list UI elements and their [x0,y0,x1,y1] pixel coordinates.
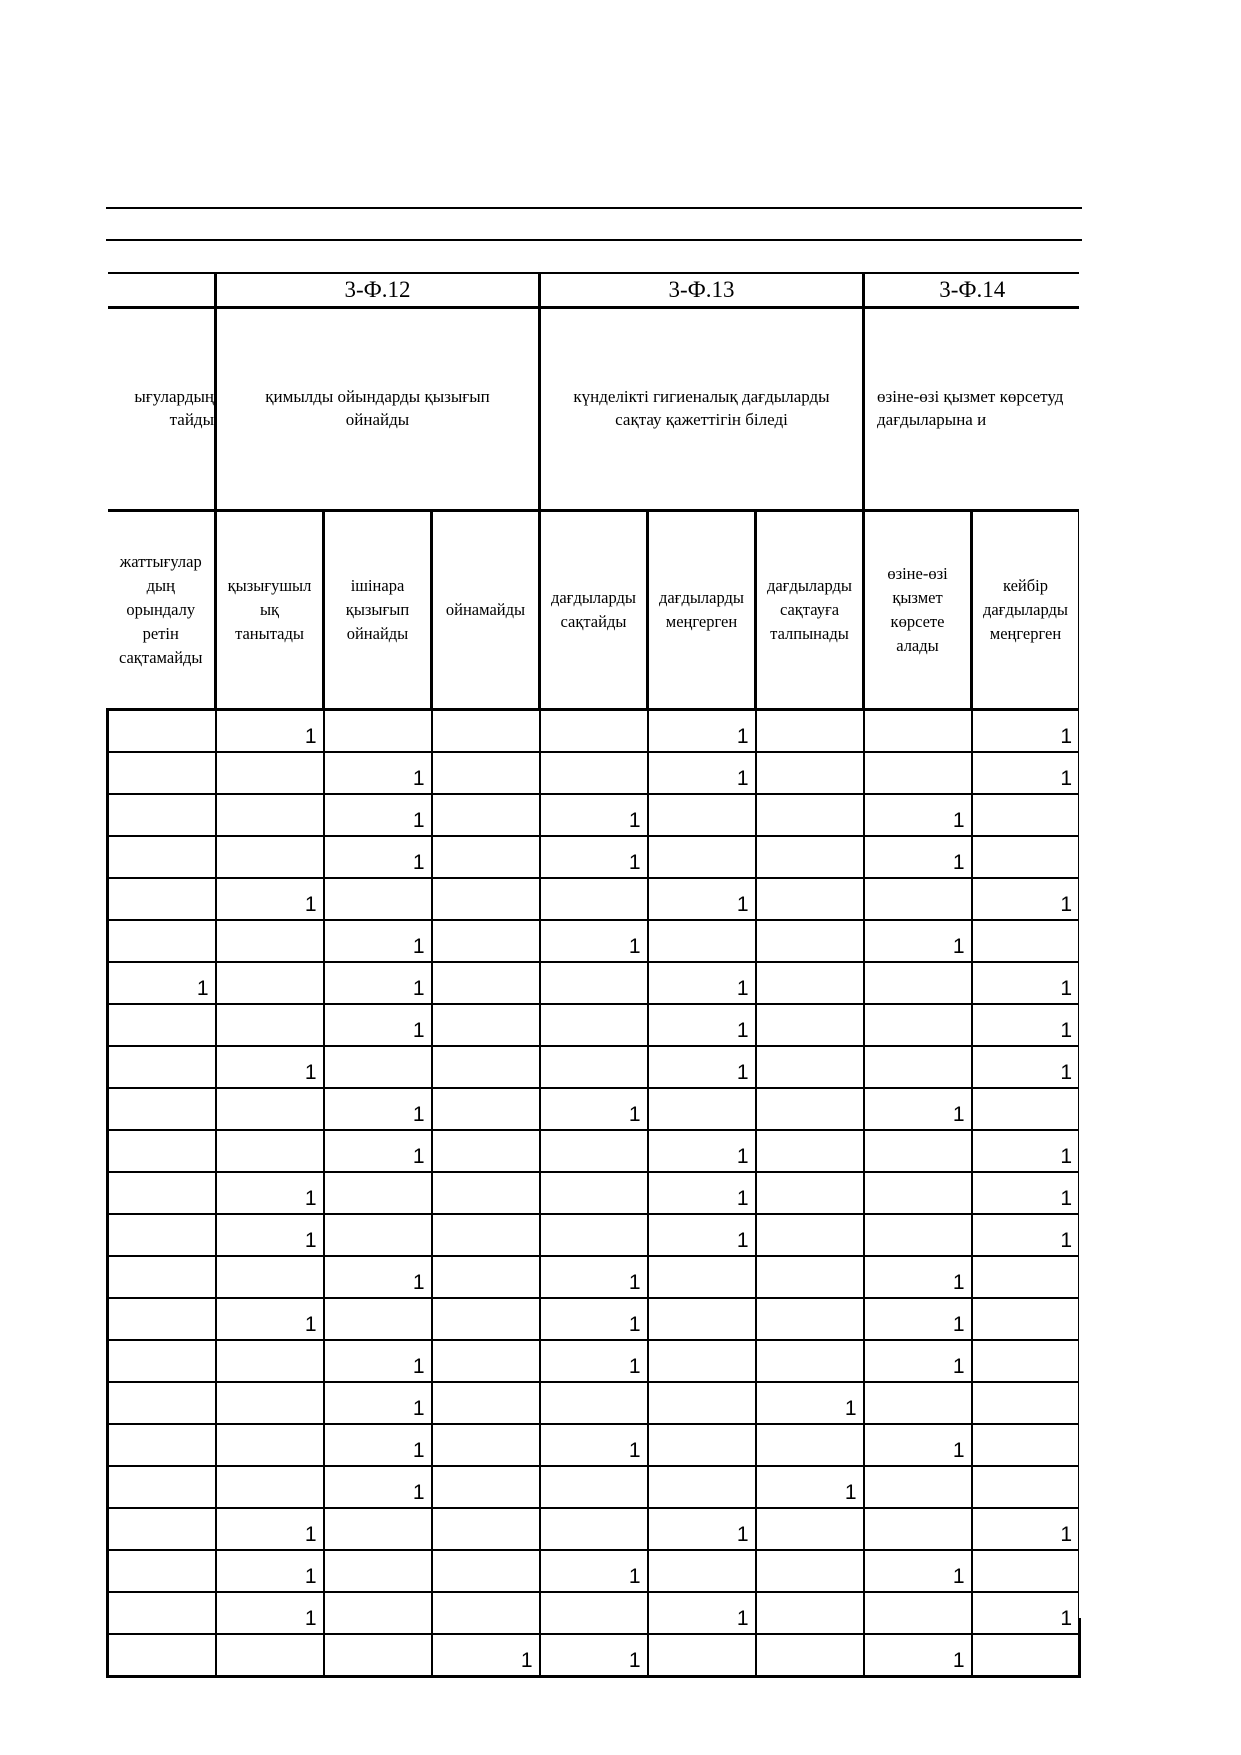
data-cell [864,1592,972,1634]
data-cell [108,1298,216,1340]
data-cell [756,1550,864,1592]
data-cell: 1 [540,1256,648,1298]
data-cell [756,1298,864,1340]
option-header: дағдыларды сақтауға талпынады [756,511,864,710]
data-cell [108,920,216,962]
data-cell: 1 [648,1130,756,1172]
data-cell: 1 [648,1214,756,1256]
data-cell [432,1508,540,1550]
data-cell [324,1550,432,1592]
data-cell [864,1508,972,1550]
code-3-f14: 3-Ф.14 [864,273,1080,308]
data-cell: 1 [972,962,1080,1004]
data-cell: 1 [540,1550,648,1592]
table-row [108,1088,1080,1130]
data-cell [108,1340,216,1382]
data-cell: 1 [540,836,648,878]
data-cell [108,710,216,753]
data-cell [432,920,540,962]
data-cell [324,1592,432,1634]
data-cell [756,1214,864,1256]
data-cell [972,1088,1080,1130]
data-cell: 1 [972,878,1080,920]
code-3-f13: 3-Ф.13 [540,273,864,308]
data-cell [108,1550,216,1592]
data-cell [432,836,540,878]
data-cell [432,1088,540,1130]
data-cell [864,1004,972,1046]
data-cell [864,962,972,1004]
data-cell [648,794,756,836]
data-cell: 1 [972,1592,1080,1634]
data-cell [216,962,324,1004]
option-header: ішінара қызығып ойнайды [324,511,432,710]
assessment-sheet [106,272,1082,1672]
data-cell [756,1088,864,1130]
data-cell [540,878,648,920]
table-row [108,1466,1080,1508]
data-cell: 1 [972,1172,1080,1214]
data-cell [972,1298,1080,1340]
data-cell [324,1046,432,1088]
data-cell: 1 [540,1634,648,1677]
data-cell [108,1256,216,1298]
data-cell [108,836,216,878]
data-cell [972,1256,1080,1298]
data-cell: 1 [864,794,972,836]
table-row [108,836,1080,878]
data-cell: 1 [864,836,972,878]
table-row [108,1634,1080,1677]
data-cell: 1 [648,1004,756,1046]
data-cell: 1 [756,1466,864,1508]
title-3-f14: өзіне-өзі қызмет көрсетуд дағдыларына и [864,308,1080,511]
data-cell [108,794,216,836]
data-cell: 1 [216,1172,324,1214]
title-row [108,308,1080,511]
code-cell-partial [108,273,216,308]
data-cell [216,794,324,836]
data-cell [972,1424,1080,1466]
data-cell [648,920,756,962]
table-row [108,1424,1080,1466]
data-cell [432,1466,540,1508]
data-cell [432,1046,540,1088]
data-cell [864,878,972,920]
data-cell: 1 [324,836,432,878]
data-cell [432,752,540,794]
data-cell [540,1508,648,1550]
data-cell: 1 [648,1592,756,1634]
data-cell [432,1424,540,1466]
data-cell [324,1172,432,1214]
data-cell [216,752,324,794]
code-row [108,273,1080,308]
data-cell [756,1256,864,1298]
header-rule-middle [106,239,1082,241]
table-row [108,710,1080,753]
data-cell: 1 [972,752,1080,794]
table-row [108,1046,1080,1088]
title-3-f12: қимылды ойындарды қызығып ойнайды [216,308,540,511]
data-cell [108,752,216,794]
data-cell [756,1340,864,1382]
data-cell [756,1046,864,1088]
data-cell [108,1592,216,1634]
data-cell [864,1130,972,1172]
code-3-f12: 3-Ф.12 [216,273,540,308]
data-cell: 1 [324,1004,432,1046]
data-cell [864,1382,972,1424]
data-cell [648,1466,756,1508]
table-row [108,1550,1080,1592]
data-cell [972,1550,1080,1592]
data-cell: 1 [216,878,324,920]
data-cell [432,1382,540,1424]
data-cell [540,1172,648,1214]
data-cell: 1 [540,1340,648,1382]
option-header: ойнамайды [432,511,540,710]
data-cell [432,1592,540,1634]
data-cell [540,1592,648,1634]
data-cell: 1 [864,1256,972,1298]
data-cell: 1 [864,1340,972,1382]
data-cell: 1 [216,1298,324,1340]
data-cell: 1 [648,1172,756,1214]
data-cell [216,1424,324,1466]
table-row [108,752,1080,794]
data-cell: 1 [648,1046,756,1088]
data-cell: 1 [648,752,756,794]
data-cell: 1 [216,1508,324,1550]
data-cell [864,1214,972,1256]
data-cell [432,1130,540,1172]
data-cell [432,1214,540,1256]
data-cell: 1 [648,1508,756,1550]
data-cell [432,1298,540,1340]
data-cell [216,1130,324,1172]
data-cell [540,1466,648,1508]
data-cell [108,1634,216,1677]
options-row [108,511,1080,710]
data-cell [324,878,432,920]
data-cell [540,1004,648,1046]
data-cell [324,1298,432,1340]
data-cell [108,1004,216,1046]
data-cell: 1 [216,1592,324,1634]
data-cell [540,1130,648,1172]
data-cell [756,1172,864,1214]
data-cell [972,1634,1080,1677]
option-header: өзіне-өзі қызмет көрсете алады [864,511,972,710]
data-cell: 1 [324,1256,432,1298]
data-cell [864,1172,972,1214]
table-row [108,1256,1080,1298]
data-cell [648,1634,756,1677]
data-cell: 1 [972,1214,1080,1256]
data-cell [540,962,648,1004]
data-cell: 1 [756,1382,864,1424]
data-cell: 1 [216,1550,324,1592]
data-cell [108,1046,216,1088]
data-cell [648,1424,756,1466]
table-row [108,794,1080,836]
data-cell [108,1088,216,1130]
data-cell: 1 [324,1424,432,1466]
data-cell [216,1340,324,1382]
data-cell [432,710,540,753]
data-cell [432,1172,540,1214]
option-header: жаттығулар дың орындалу ретін сақтамайды [108,511,216,710]
data-cell [216,1004,324,1046]
data-cell: 1 [648,710,756,753]
data-cell [216,836,324,878]
data-cell [324,710,432,753]
data-cell [756,1004,864,1046]
table-row [108,878,1080,920]
data-cell [756,1424,864,1466]
data-cell [972,1382,1080,1424]
data-cell [648,1340,756,1382]
data-cell [540,1214,648,1256]
data-cell [756,794,864,836]
table-row [108,1382,1080,1424]
data-cell: 1 [540,794,648,836]
data-cell: 1 [864,1088,972,1130]
data-cell [756,1592,864,1634]
data-cell [216,920,324,962]
data-cell [648,836,756,878]
data-cell [864,1466,972,1508]
data-cell: 1 [972,1508,1080,1550]
data-cell: 1 [972,1046,1080,1088]
data-cell: 1 [864,920,972,962]
data-cell: 1 [324,1382,432,1424]
data-cell [756,836,864,878]
data-cell [108,1130,216,1172]
data-cell [756,1634,864,1677]
data-cell [432,962,540,1004]
data-cell [540,710,648,753]
data-cell [648,1298,756,1340]
data-cell [108,1424,216,1466]
data-cell: 1 [540,1424,648,1466]
table-row [108,1214,1080,1256]
page-clip-edge [1079,272,1082,1618]
data-cell: 1 [864,1424,972,1466]
data-cell [108,878,216,920]
data-cell [324,1214,432,1256]
data-cell [756,962,864,1004]
header-rule-top [106,207,1082,209]
data-cell [540,1382,648,1424]
data-cell: 1 [972,1130,1080,1172]
data-cell [972,1466,1080,1508]
data-cell [972,920,1080,962]
data-cell [972,794,1080,836]
data-cell: 1 [864,1298,972,1340]
option-header: қызығушыл ық танытады [216,511,324,710]
data-cell [324,1634,432,1677]
data-cell [432,794,540,836]
data-cell [540,1046,648,1088]
option-header: кейбір дағдыларды меңгерген [972,511,1080,710]
data-cell: 1 [324,1088,432,1130]
table-row [108,1004,1080,1046]
data-cell [972,1340,1080,1382]
data-cell [648,1256,756,1298]
data-cell: 1 [864,1634,972,1677]
data-cell [756,752,864,794]
data-cell [540,752,648,794]
data-cell: 1 [108,962,216,1004]
data-cell [756,1130,864,1172]
data-cell: 1 [540,920,648,962]
data-cell: 1 [324,1340,432,1382]
data-cell [108,1466,216,1508]
data-cell [756,710,864,753]
data-cell: 1 [324,1466,432,1508]
data-cell: 1 [216,710,324,753]
data-cell: 1 [432,1634,540,1677]
data-cell [108,1382,216,1424]
data-cell [648,1088,756,1130]
data-cell [648,1382,756,1424]
data-cell [864,710,972,753]
data-cell: 1 [324,794,432,836]
table-row [108,1340,1080,1382]
data-cell: 1 [648,962,756,1004]
title-3-f13: күнделікті гигиеналық дағдыларды сақтау қажеттігін біледі [540,308,864,511]
data-cell [432,1340,540,1382]
table-row [108,962,1080,1004]
data-cell: 1 [324,962,432,1004]
assessment-table [106,272,1081,1678]
data-cell [972,836,1080,878]
table-row [108,920,1080,962]
table-row [108,1592,1080,1634]
data-cell [216,1634,324,1677]
data-cell [864,1046,972,1088]
data-cell [216,1256,324,1298]
table-row [108,1298,1080,1340]
option-header: дағдыларды меңгерген [648,511,756,710]
data-cell [432,878,540,920]
data-cell [756,878,864,920]
data-cell [108,1172,216,1214]
data-cell [324,1508,432,1550]
data-cell: 1 [324,752,432,794]
data-cell [216,1088,324,1130]
data-cell: 1 [972,1004,1080,1046]
data-cell: 1 [216,1046,324,1088]
data-cell: 1 [648,878,756,920]
data-cell: 1 [540,1088,648,1130]
data-cell [216,1466,324,1508]
data-cell: 1 [540,1298,648,1340]
data-cell [756,920,864,962]
option-header: дағдыларды сақтайды [540,511,648,710]
table-row [108,1172,1080,1214]
data-cell [432,1256,540,1298]
data-cell: 1 [324,1130,432,1172]
data-cell [108,1214,216,1256]
data-cell [648,1550,756,1592]
data-cell [864,752,972,794]
data-cell: 1 [864,1550,972,1592]
table-row [108,1508,1080,1550]
data-cell [756,1508,864,1550]
table-row [108,1130,1080,1172]
data-cell [216,1382,324,1424]
data-cell: 1 [324,920,432,962]
data-cell: 1 [216,1214,324,1256]
data-cell: 1 [972,710,1080,753]
data-cell [432,1004,540,1046]
title-partial-left: ығулардың тайды [108,308,216,511]
data-cell [108,1508,216,1550]
data-cell [432,1550,540,1592]
